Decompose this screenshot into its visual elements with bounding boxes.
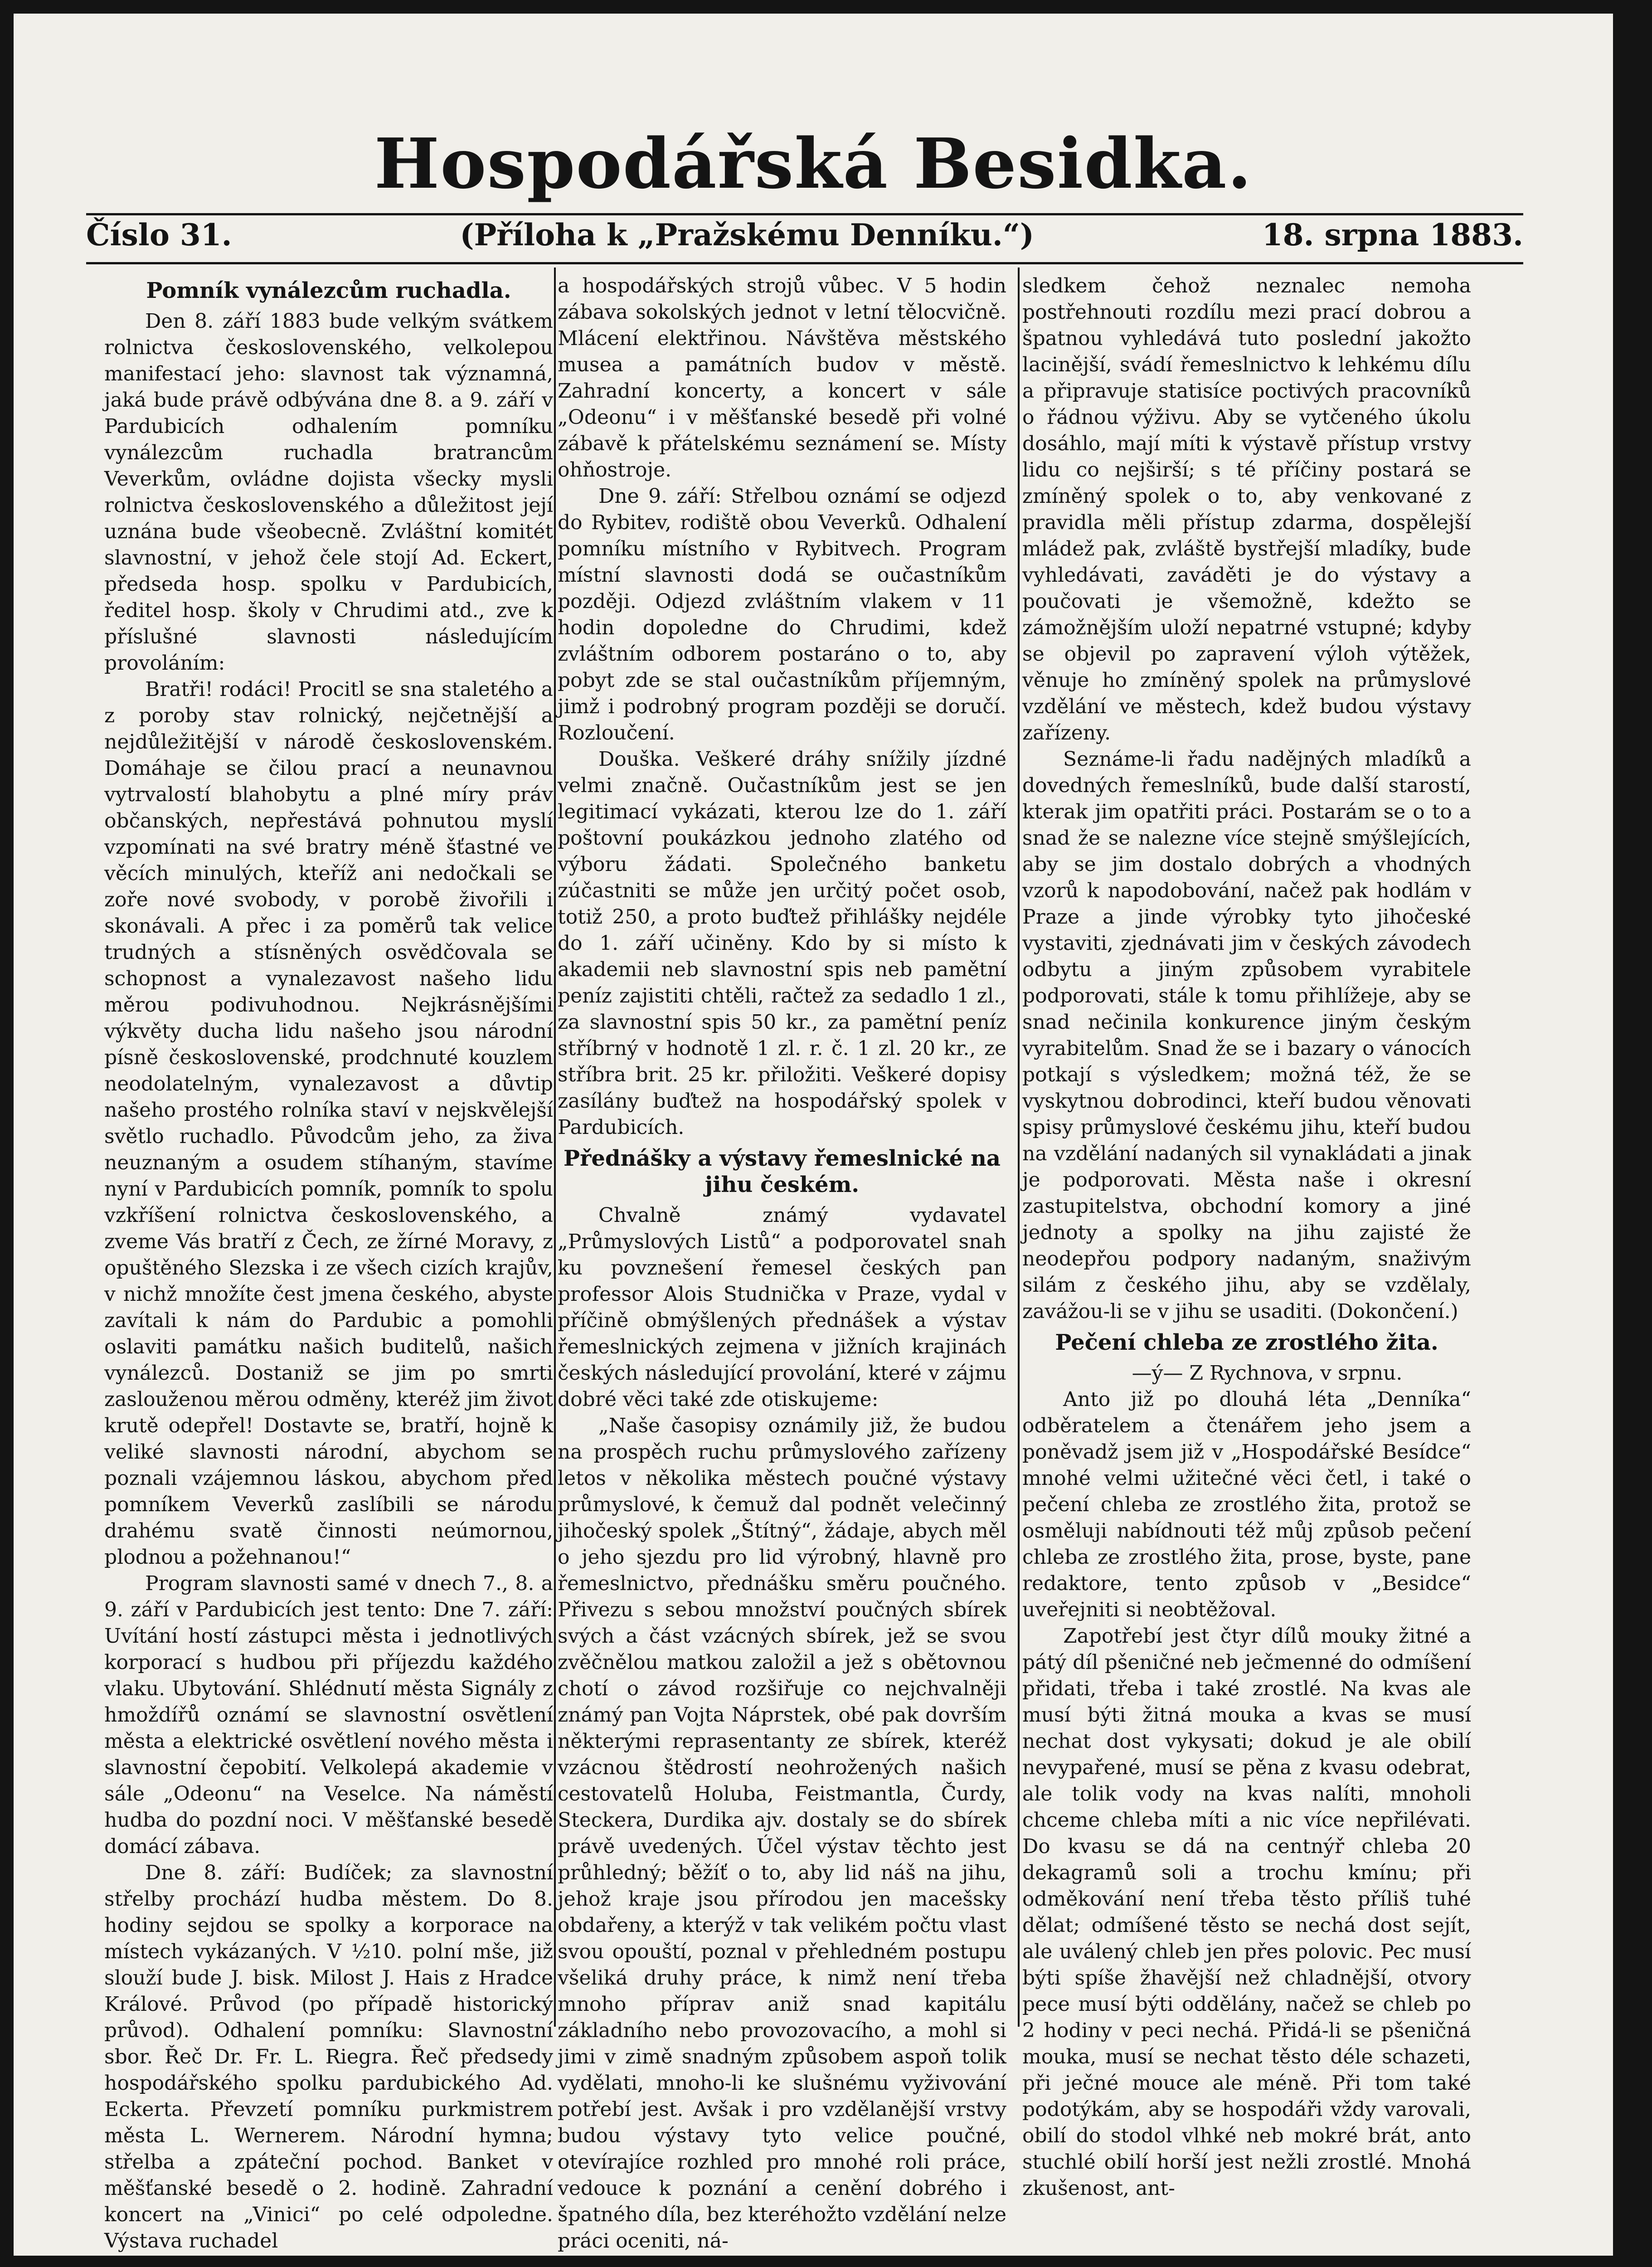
article-paragraph: Douška. Veškeré dráhy snížily jízdné velmi značně. Oučastníkům jest se jen legitimací vykázati, kterou lze do 1. září poštovní poukázkou jednoho zlatého od výboru žádati. Společného banketu zúčastniti se může jen určitý počet osob, totiž 250, a proto buďtež přihlášky nejdéle do 1. září učiněny. Kdo by si místo k akademii neb slavnostní spis neb pamětní peníz zajistiti chtěli, račtež za sedadlo 1 zl., za slavnostní spis 50 kr., za pamětní peníz stříbrný v hodnotě 1 zl. r. č. 1 zl. 20 kr., ze stříbra brit. 25 kr. přiložiti. Veškeré dopisy zasílány buďtež na hospodářský spolek v Pardubicích. (558, 748, 1006, 1139)
masthead-title: Hospodářská Besidka. (374, 123, 1253, 204)
masthead-rule-top (86, 213, 1523, 215)
article-paragraph: Dne 8. září: Budíček; za slavnostní střelby prochází hudba městem. Do 8. hodiny sejdou se spolky a korporace na místech vykázaných. V ½10. polní mše, již slouží bude J. bisk. Milost J. Hais z Hradce Králové. Průvod (po případě historický průvod). Odhalení pomníku: Slavnostní sbor. Řeč Dr. Fr. L. Riegra. Řeč předsedy hospodářského spolku pardubického Ad. Eckerta. Převzetí pomníku purkmistrem města L. Wernerem. Národní hymna; střelba a zpáteční pochod. Banket v měšťanské besedě o 2. hodině. Zahradní koncert na „Vinici“ po celé odpoledne. Výstava ruchadel (104, 1861, 553, 2252)
article-heading: Pomník vynálezcům ruchadla. (146, 278, 511, 303)
article-heading: Pečení chleba ze zrostlého žita. (1055, 1330, 1438, 1355)
article-byline: —ý— Z Rychnova, v srpnu. (1132, 1362, 1403, 1385)
article-paragraph: Den 8. září 1883 bude velkým svátkem rolnictva československého, velkolepou manifestací jeho: slavnost tak významná, jaká bude právě odbývána dne 8. a 9. září v Pardubicích odhalením pomníku vynálezcům ruchadla bratrancům Veverkům, ovládne dojista všecky mysli rolnictva československého a důležitost její uznána bude všeobecně. Zvláštní komitét slavnostní, v jehož čele stojí Ad. Eckert, předseda hosp. spolku v Pardubicích, ředitel hosp. školy v Chrudimi atd., zve k příslušné slavnosti následujícím provoláním: (104, 310, 553, 675)
article-paragraph: Program slavnosti samé v dnech 7., 8. a 9. září v Pardubicích jest tento: Dne 7. září: Uvítání hostí zástupci města i jednotlivých korporací s hudbou při příjezdu každého vlaku. Ubytování. Shlédnutí města Signály z hmoždířů oznámí se slavnostní osvětlení města a elektrické osvětlení nového města i slavnostní čepobití. Velkolepá akademie v sále „Odeonu“ na Veselce. Na náměstí hudba do pozdní noci. V měšťanské besedě domácí zábava. (104, 1572, 553, 1858)
article-paragraph: Seznáme-li řadu nadějných mladíků a dovedných řemeslníků, bude další starostí, kterak jim opatřiti práci. Postarám se o to a snad že se nalezne více stejně smýšlejících, aby se jim dostalo dobrých a vhodných vzorů k napodobování, načež pak hodlám v Praze a jinde výrobky tyto jihočeské vystaviti, zjednávati jim v českých závodech odbytu a jiným způsobem vyrabitele podporovati, stále k tomu přihlížeje, aby se snad nečinila konkurence jiným českým vyrabitelům. Snad že se i bazary o vánocích potkají s výsledkem; možná též, že se vyskytnou dobrodinci, kteří budou věnovati spisy průmyslové českému jihu, kteří budou na vzdělání nadaných sil vynakládati a jinak je podporovati. Města naše i okresní zastupitelstva, obchodní komory a jiné jednoty a spolky na jihu zajisté že neodepřou podpory nadaným, snaživým silám z českého jihu, aby se vzdělaly, zavážou-li se v jihu se usaditi. (Dokončení.) (1022, 748, 1471, 1323)
article-paragraph: Bratři! rodáci! Procitl se sna staletého a z poroby stav rolnický, nejčetnější a nejdůležitější v národě československém. Domáhaje se čilou prací a neunavnou vytrvalostí blahobytu a plné míry práv občanských, nepřestává pohnutou myslí vzpomínati na své bratry méně šťastné ve věcích minulých, kteříž ani nedočkali se zoře nové svobody, v porobě živořili i skonávali. A přec i za poměrů tak velice trudných a stísněných osvědčovala se schopnost a vynalezavost našeho lidu měrou podivuhodnou. Nejkrásnějšími výkvěty ducha lidu našeho jsou národní písně československé, prodchnuté kouzlem neodolatelným, vynalezavost a důvtip našeho prostého rolníka staví v nejskvělejší světlo ruchadlo. Původcům jeho, za živa neuznaným a osudem stíhaným, stavíme nyní v Pardubicích pomník, pomník to spolu vzkříšení rolnictva československého, a zveme Vás bratří z Čech, ze žírné Moravy, z opuštěného Slezska i ze všech cizích krajův, v nichž množíte čest jmena českého, abyste zavítali k nám do Pardubic a pomohli oslaviti památku našich buditelů, našich vynálezců. Dostaniž se jim po smrti zaslouženou měrou odměny, kteréž jim život krutě odepřel! Dostavte se, bratří, hojně k veliké slavnosti národní, abychom se poznali vzájemnou láskou, abychom před pomníkem Veverků zaslíbili se národu drahému svatě činnosti neúmornou, plodnou a požehnanou!“ (104, 678, 553, 1569)
issue-supplement: (Příloha k „Pražskému Denníku.“) (460, 217, 1035, 253)
article-column-3 (1022, 273, 1471, 2200)
article-paragraph: Dne 9. září: Střelbou oznámí se odjezd do Rybitev, rodiště obou Veverků. Odhalení pomníku místního v Rybitvech. Program místní slavnosti dodá se oučastníkům později. Odjezd zvláštním vlakem v 11 hodin dopoledne do Chrudimi, kdež zvláštním odborem postaráno o to, aby pobyt zde se stal oučastníkům příjemným, jimž i podrobný program později se doručí. Rozloučení. (558, 485, 1006, 744)
newspaper-page (14, 14, 1613, 2256)
masthead-rule-bottom (86, 262, 1523, 264)
article-paragraph: sledkem čehož neznalec nemoha postřehnouti rozdílu mezi prací dobrou a špatnou vyhledává tuto poslední jakožto lacinější, svádí řemeslnictvo k lehkému dílu a připravuje statisíce poctivých pracovníků o řádnou výživu. Aby se vytčeného úkolu dosáhlo, mají míti k výstavě přístup vrstvy lidu co nejširší; s té příčiny postará se zmíněný spolek o to, aby venkované z pravidla měli přístup zdarma, dospělejší mládež pak, zvláště bystřejší mladíky, bude vyhledávati, zaváděti je do výstavy a poučovati je všemožně, kdežto se zámožnějším uloží nepatrné vstupné; kdyby se objevil po zapravení výloh výtěžek, věnuje ho zmíněný spolek na průmyslové vzdělání ve městech, kdež budou výstavy zařízeny. (1022, 274, 1471, 744)
column-divider (1018, 268, 1020, 2027)
issue-line (86, 217, 1523, 253)
issue-number: Číslo 31. (86, 217, 232, 253)
issue-date: 18. srpna 1883. (1262, 217, 1523, 253)
article-heading: Přednášky a výstavy řemeslnické na jihu českém. (563, 1146, 1001, 1197)
column-divider (554, 268, 556, 2027)
article-column-2 (558, 273, 1006, 2252)
article-paragraph: „Naše časopisy oznámily již, že budou na prospěch ruchu průmyslového zařízeny letos v několika městech poučné výstavy průmyslové, k čemuž dal podnět velečinný jihočeský spolek „Štítný“, žádaje, abych měl o jeho sjezdu pro lid výrobný, hlavně pro řemeslnictvo, přednášku směru poučného. Přivezu s sebou množství poučných sbírek svých a část vzácných sbírek, jež se svou zvěčnělou matkou založil a jež s obětovnou chotí o závod rozšiřuje co nejchvalněji známý pan Vojta Náprstek, obé pak dovrším některými reprasentanty ze sbírek, kteréž vzácnou štědrostí neohrožených našich cestovatelů Holuba, Feistmantla, Čurdy, Steckera, Durdika ajv. dostaly se do sbírek právě uvedených. Účel výstav těchto jest průhledný; běžíť o to, aby lid náš na jihu, jehož kraje jsou přírodou jen macešsky obdařeny, a kterýž v tak velikém počtu vlast svou opouští, poznal v přehledném postupu všeliká druhy práce, k nimž není třeba mnoho příprav aniž snad kapitálu základního nebo provozovacího, a mohl si jimi v zimě snadným způsobem aspoň tolik vydělati, mnoho-li ke slušnému vyživování potřebí jest. Avšak i pro vzdělanější vrstvy budou výstavy tyto velice poučné, otevírajíce rozhled pro mnohé roli práce, vedouce k poznání a cenění dobrého i špatného díla, bez kteréhožto vzdělání nelze práci oceniti, ná- (558, 1414, 1006, 2252)
article-paragraph: a hospodářských strojů vůbec. V 5 hodin zábava sokolských jednot v letní tělocvičně. Mlácení elektřinou. Návštěva městského musea a památních budov v městě. Zahradní koncerty, a koncert v sále „Odeonu“ i v měšťanské besedě při volné zábavě k přátelskému seznámení se. Místy ohňostroje. (558, 274, 1006, 482)
article-paragraph: Anto již po dlouhá léta „Denníka“ odběratelem a čtenářem jeho jsem a poněvadž jsem již v „Hospodářské Besídce“ mnohé velmi užitečné věci četl, i také o pečení chleba ze zrostlého žita, protož se osměluji nabídnouti též můj způsob pečení chleba ze zrostlého žita, prose, byste, pane redaktore, tento způsob v „Besidce“ uveřejniti si neobtěžoval. (1022, 1388, 1471, 1621)
article-paragraph: Chvalně známý vydavatel „Průmyslových Listů“ a podporovatel snah ku povznešení řemesel českých pan professor Alois Studnička v Praze, vydal v příčině obmýšlených přednášek a výstav řemeslnických zejmena v jižních krajinách českých následující provolání, které v zájmu dobré věci také zde otiskujeme: (558, 1204, 1006, 1411)
article-column-1 (104, 273, 553, 2252)
article-paragraph: Zapotřebí jest čtyr dílů mouky žitné a pátý díl pšeničné neb ječmenné do odmíšení přidati, třeba i také zrostlé. Na kvas ale musí býti žitná mouka a kvas se musí nechat dost vykysati; dokud je ale obilí nevypařené, musí se pěna z kvasu odebrat, ale tolik vody na kvas nalíti, mnoholi chceme chleba míti a nic více nepřilévati. Do kvasu se dá na centnýř chleba 20 dekagramů soli a trochu kmínu; při odměkování není třeba těsto příliš tuhé dělat; odmíšené těsto se nechá dost sejít, ale uválený chleb jen přes polovic. Pec musí býti spíše žhavější než chladnější, otvory pece musí býti oddělány, načež se chleb po 2 hodiny v peci nechá. Přidá-li se pšeničná mouka, musí se nechat těsto déle schazeti, při ječné mouce ale méně. Při tom také podotýkám, aby se hospodáři vždy varovali, obilí do stodol vlhké neb mokré brát, anto stuchlé obilí horší jest nežli zrostlé. Mnohá zkušenost, ant- (1022, 1625, 1471, 2200)
